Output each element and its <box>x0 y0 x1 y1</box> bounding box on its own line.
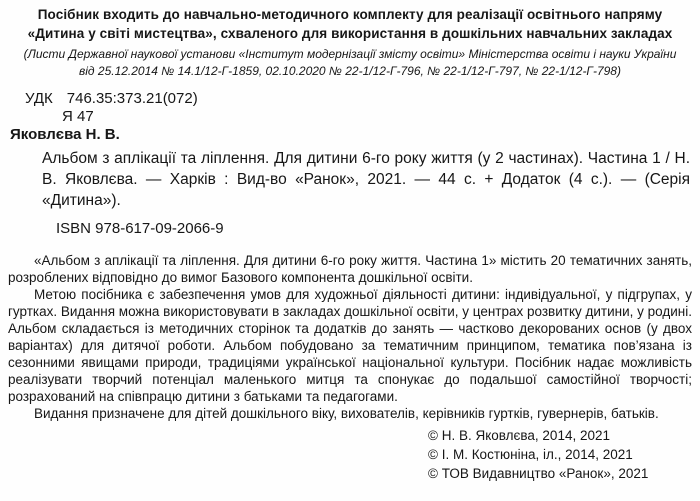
ministry-letters-line2: від 25.12.2014 № 14.1/12-Г-1859, 02.10.2020 № 22-1/12-Г-796, № 22-1/12-Г-797, № 22-1/12-Г-798) <box>79 64 621 78</box>
ministry-letters-note <box>8 46 692 80</box>
annotation-paragraph-2: Метою посібника є забезпечення умов для художньої діяльності дитини: індивідуальної, у підгрупах, у гуртках. Видання можна використовувати в закладах дошкільної освіти, у центрах розвитку дитини, у родині. Альбом складається із методичних сторінок та додатків до занять — частково декорованих основ (у двох варіантах) для дитячої роботи. Альбом побудовано за тематичним принципом, тематика пов’язана із сезонними явищами природи, традиціями української національної культури. Посібник надає можливість реалізувати творчий потенціал маленького митця та спонукає до подальшої самостійної творчості; розрахований на співпрацю дитини з батьками та педагогами. <box>8 287 692 404</box>
ministry-letters-line1: (Листи Державної наукової установи «Інститут модернізації змісту освіти» Міністерства освіти і науки України <box>23 47 677 61</box>
copyright-block <box>8 426 692 483</box>
udk-row <box>8 90 692 108</box>
bibliographic-description: Альбом з аплікації та ліплення. Для дитини 6-го року життя (у 2 частинах). Частина 1 / Н. В. Яковлєва. — Харків : Вид-во «Ранок», 2021. — 44 с. + Додаток (4 с.). — (Серія «Дитина»). <box>42 150 690 209</box>
copyright-line-author: © Н. В. Яковлєва, 2014, 2021 <box>428 428 610 443</box>
udk-label: УДК <box>25 90 53 107</box>
series-approval-line2: «Дитина у світі мистецтва», схваленого для використання в дошкільних навчальних закладах <box>27 26 673 41</box>
annotation-block <box>8 252 692 422</box>
udk-value: 746.35:373.21(072) <box>66 90 198 107</box>
series-approval-line1: Посібник входить до навчально-методичного комплекту для реалізації освітнього напряму <box>37 7 663 22</box>
copyright-line-illustrator: © І. М. Костюніна, іл., 2014, 2021 <box>428 447 633 462</box>
author-code: Я 47 <box>62 108 94 125</box>
author-name: Яковлєва Н. В. <box>10 126 120 143</box>
copyright-line-publisher: © ТОВ Видавництво «Ранок», 2021 <box>428 466 649 481</box>
annotation-paragraph-1: «Альбом з аплікації та ліплення. Для дитини 6-го року життя. Частина 1» містить 20 тематичних занять, розроблених відповідно до вимог Базового компонента дошкільної освіти. <box>8 253 692 285</box>
annotation-paragraph-3: Видання призначене для дітей дошкільного віку, вихователів, керівників гуртків, гувернерів, батьків. <box>34 406 659 421</box>
isbn-number: ISBN 978-617-09-2066-9 <box>56 220 224 237</box>
series-approval-heading <box>8 5 692 43</box>
catalog-block <box>8 90 692 238</box>
